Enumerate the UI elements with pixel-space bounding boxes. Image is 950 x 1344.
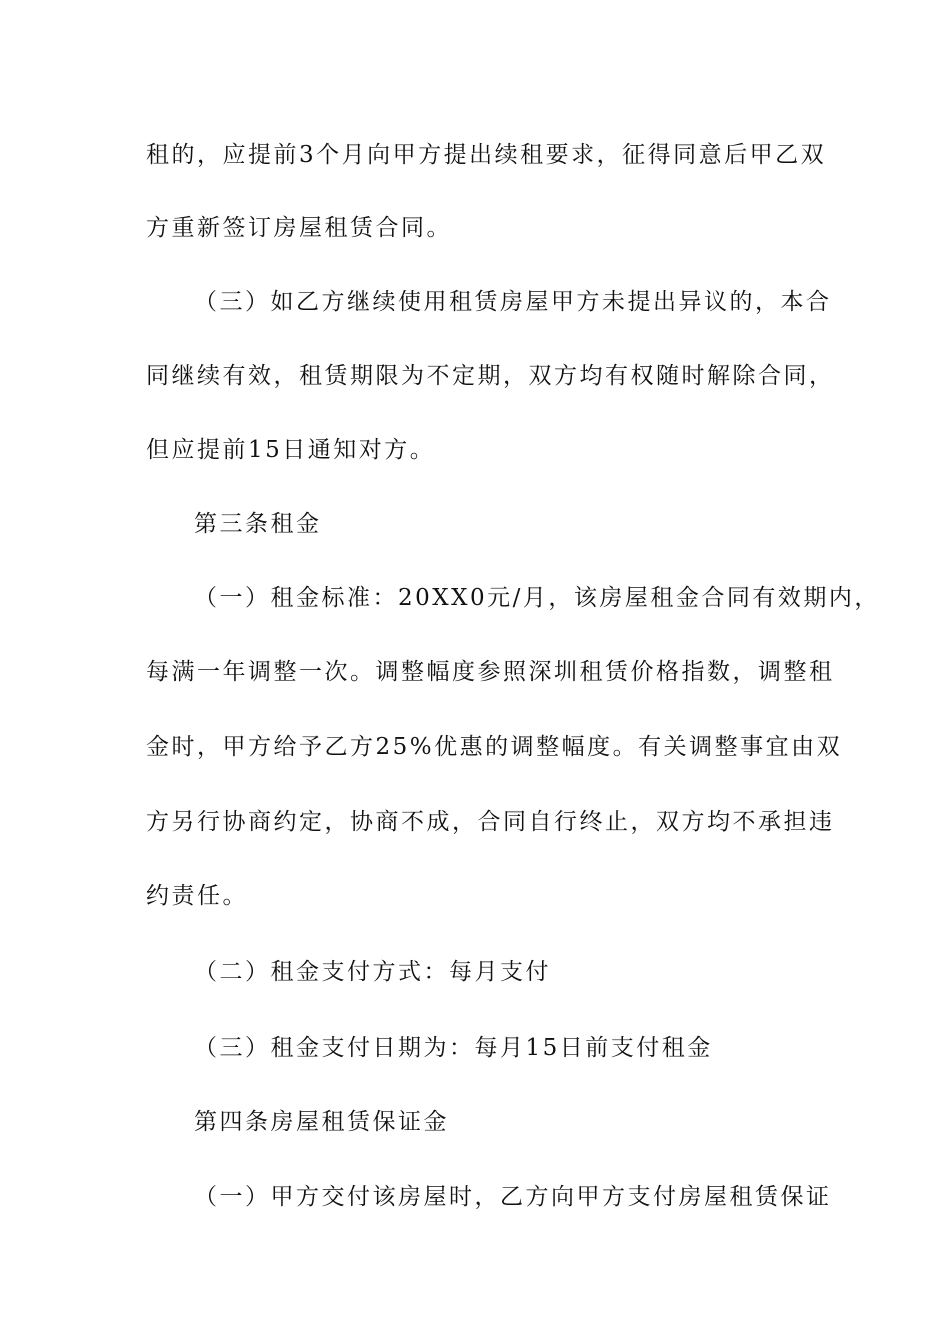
- paragraph-line: （三）租金支付日期为：每月15日前支付租金: [194, 1035, 713, 1061]
- paragraph-line: （一）甲方交付该房屋时，乙方向甲方支付房屋租赁保证: [194, 1184, 832, 1210]
- paragraph-line: 但应提前15日通知对方。: [146, 437, 436, 463]
- paragraph-line: （二）租金支付方式：每月支付: [194, 959, 551, 985]
- paragraph-line: 方另行协商约定，协商不成，合同自行终止，双方均不承担违: [146, 809, 835, 835]
- paragraph-line: （三）如乙方继续使用租赁房屋甲方未提出异议的，本合: [194, 289, 832, 315]
- paragraph-line: 金时，甲方给予乙方25%优惠的调整幅度。有关调整事宜由双: [146, 734, 843, 760]
- paragraph-line: 约责任。: [146, 883, 248, 909]
- section-heading: 第三条租金: [194, 511, 322, 537]
- section-heading: 第四条房屋租赁保证金: [194, 1109, 449, 1135]
- paragraph-line: （一）租金标准：20XX0元/月，该房屋租金合同有效期内，: [194, 585, 880, 611]
- paragraph-line: 方重新签订房屋租赁合同。: [146, 215, 452, 241]
- paragraph-line: 同继续有效，租赁期限为不定期，双方均有权随时解除合同，: [146, 363, 835, 389]
- paragraph-line: 租的，应提前3个月向甲方提出续租要求，征得同意后甲乙双: [146, 142, 827, 168]
- paragraph-line: 每满一年调整一次。调整幅度参照深圳租赁价格指数，调整租: [146, 659, 835, 685]
